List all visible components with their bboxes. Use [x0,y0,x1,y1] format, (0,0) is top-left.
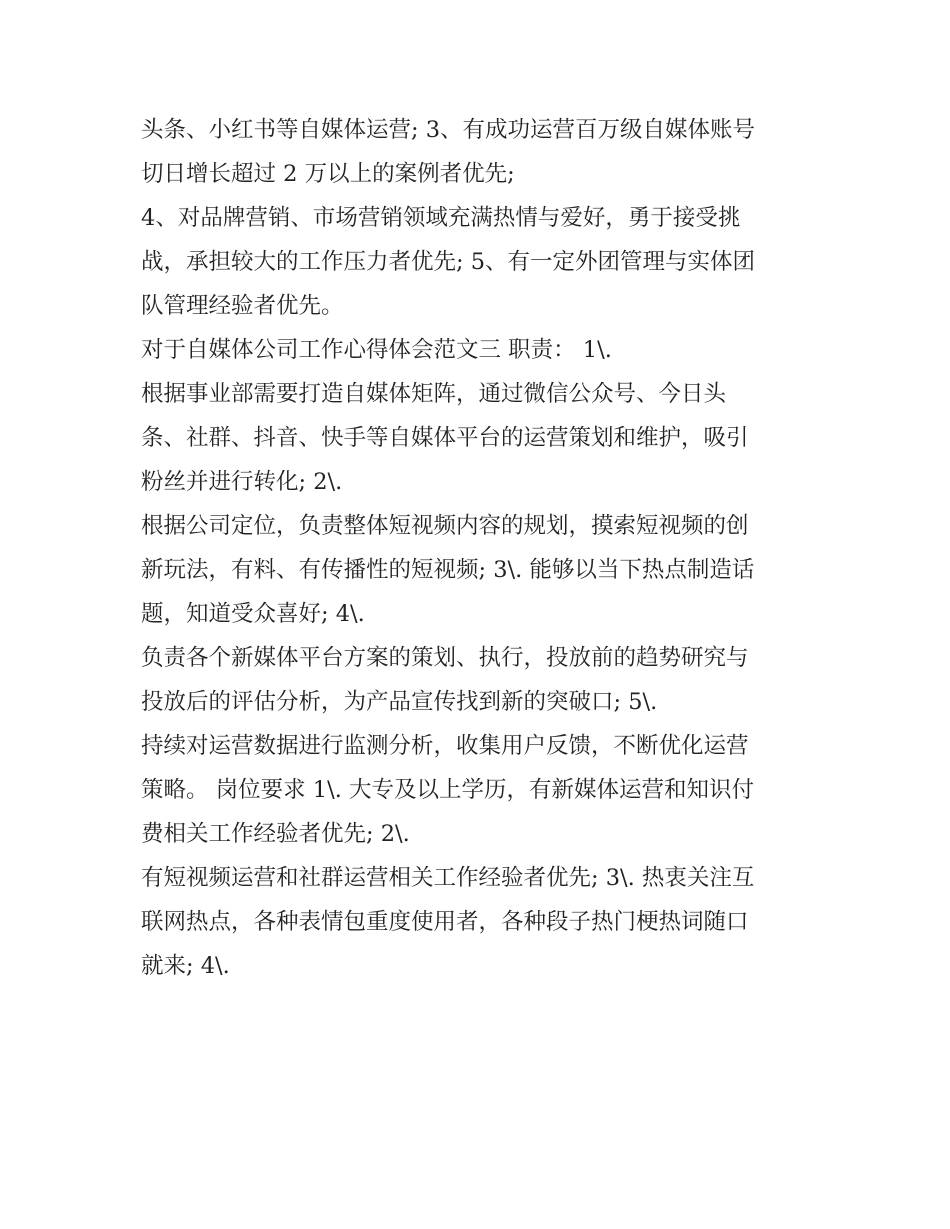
paragraph [141,108,819,196]
paragraph [141,856,819,988]
text-line: 联网热点，各种表情包重度使用者，各种段子热门梗热词随口 [141,909,749,935]
text-line: 有短视频运营和社群运营相关工作经验者优先; 3\. 热衷关注互 [141,865,755,891]
text-line: 根据公司定位，负责整体短视频内容的规划，摸索短视频的创 [141,513,749,539]
text-line: 切日增长超过 2 万以上的案例者优先; [141,161,515,187]
text-line: 持续对运营数据进行监测分析，收集用户反馈，不断优化运营 [141,733,749,759]
text-line: 题，知道受众喜好; 4\. [141,601,365,627]
text-line: 战，承担较大的工作压力者优先; 5、有一定外团管理与实体团 [141,249,756,275]
text-line: 费相关工作经验者优先; 2\. [141,821,410,847]
text-line: 策略。 岗位要求 1\. 大专及以上学历，有新媒体运营和知识付 [141,777,755,803]
text-line: 队管理经验者优先。 [141,293,344,319]
text-line: 4、对品牌营销、市场营销领域充满热情与爱好，勇于接受挑 [141,205,741,231]
paragraph [141,724,819,856]
document-body [141,108,819,988]
text-line: 投放后的评估分析，为产品宣传找到新的突破口; 5\. [141,689,658,715]
text-line: 粉丝并进行转化; 2\. [141,469,343,495]
text-line: 头条、小红书等自媒体运营; 3、有成功运营百万级自媒体账号 [141,117,756,143]
text-line: 根据事业部需要打造自媒体矩阵，通过微信公众号、今日头 [141,381,727,407]
paragraph [141,504,819,636]
text-line: 就来; 4\. [141,953,230,979]
paragraph [141,196,819,328]
paragraph [141,372,819,504]
section-heading-paragraph [141,328,819,372]
paragraph [141,636,819,724]
text-line: 新玩法，有料、有传播性的短视频; 3\. 能够以当下热点制造话 [141,557,755,583]
text-line: 对于自媒体公司工作心得体会范文三 职责： 1\. [141,337,612,363]
text-line: 条、社群、抖音、快手等自媒体平台的运营策划和维护，吸引 [141,425,749,451]
text-line: 负责各个新媒体平台方案的策划、执行，投放前的趋势研究与 [141,645,749,671]
